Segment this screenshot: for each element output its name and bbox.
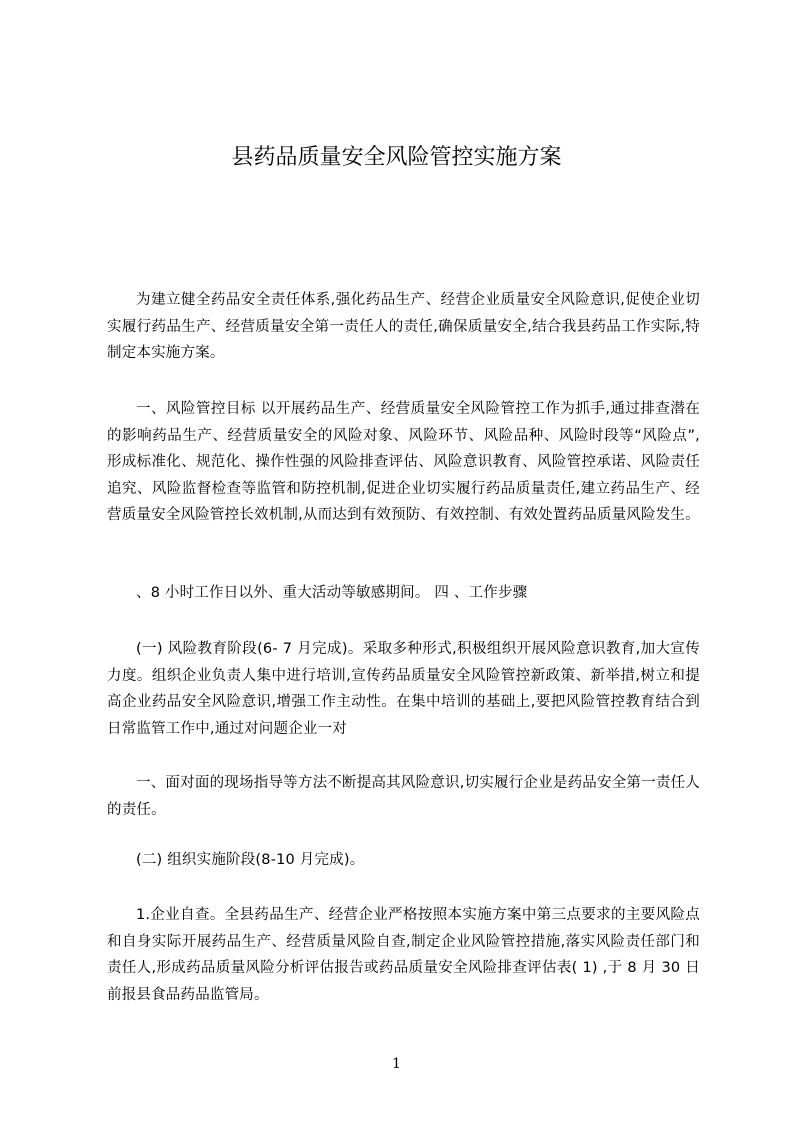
paragraph-risk-control-goal: 一、风险管控目标 以开展药品生产、经营质量安全风险管控工作为抓手,通过排查潜在的影响药品生产、经营质量安全的风险对象、风险环节、风险品种、风险时段等“风险点”,形成标准化、规范化、操作性强的风险排查评估、风险意识教育、风险管控承诺、风险责任追究、风险监督检查等监管和防控机制,促进企业切实履行药品质量责任,建立药品生产、经营质量安全风险管控长效机制,从而达到有效预防、有效控制、有效处置药品质量风险发生。 xyxy=(107,401,700,524)
document-title: 县药品质量安全风险管控实施方案 xyxy=(231,145,562,170)
paragraph-enterprise-self-inspection: 1.企业自查。全县药品生产、经营企业严格按照本实施方案中第三点要求的主要风险点和自身实际开展药品生产、经营质量风险自查,制定企业风险管控措施,落实风险责任部门和责任人,形成药品质量风险分析评估报告或药品质量安全风险排查评估表( 1) ,于 8 月 30 日前报县食品药品监管局。 xyxy=(107,907,700,1003)
page-number: 1 xyxy=(392,1056,401,1072)
paragraph-risk-education-stage: (一) 风险教育阶段(6- 7 月完成)。采取多种形式,积极组织开展风险意识教育,加大宣传力度。组织企业负责人集中进行培训,宣传药品质量安全风险管控新政策、新举措,树立和提高企业药品安全风险意识,增强工作主动性。在集中培训的基础上,要把风险管控教育结合到日常监管工作中,通过对问题企业一对 xyxy=(107,641,700,737)
paragraph-face-to-face-guidance: 一、面对面的现场指导等方法不断提高其风险意识,切实履行企业是药品安全第一责任人的责任。 xyxy=(107,775,700,818)
paragraph-implementation-stage: (二) 组织实施阶段(8-10 月完成)。 xyxy=(136,852,365,868)
paragraph-sensitive-periods: 、8 小时工作日以外、重大活动等敏感期间。 四 、工作步骤 xyxy=(136,585,528,601)
paragraph-intro: 为建立健全药品安全责任体系,强化药品生产、经营企业质量安全风险意识,促使企业切实履行药品生产、经营质量安全第一责任人的责任,确保质量安全,结合我县药品工作实际,特制定本实施方案。 xyxy=(107,292,700,362)
